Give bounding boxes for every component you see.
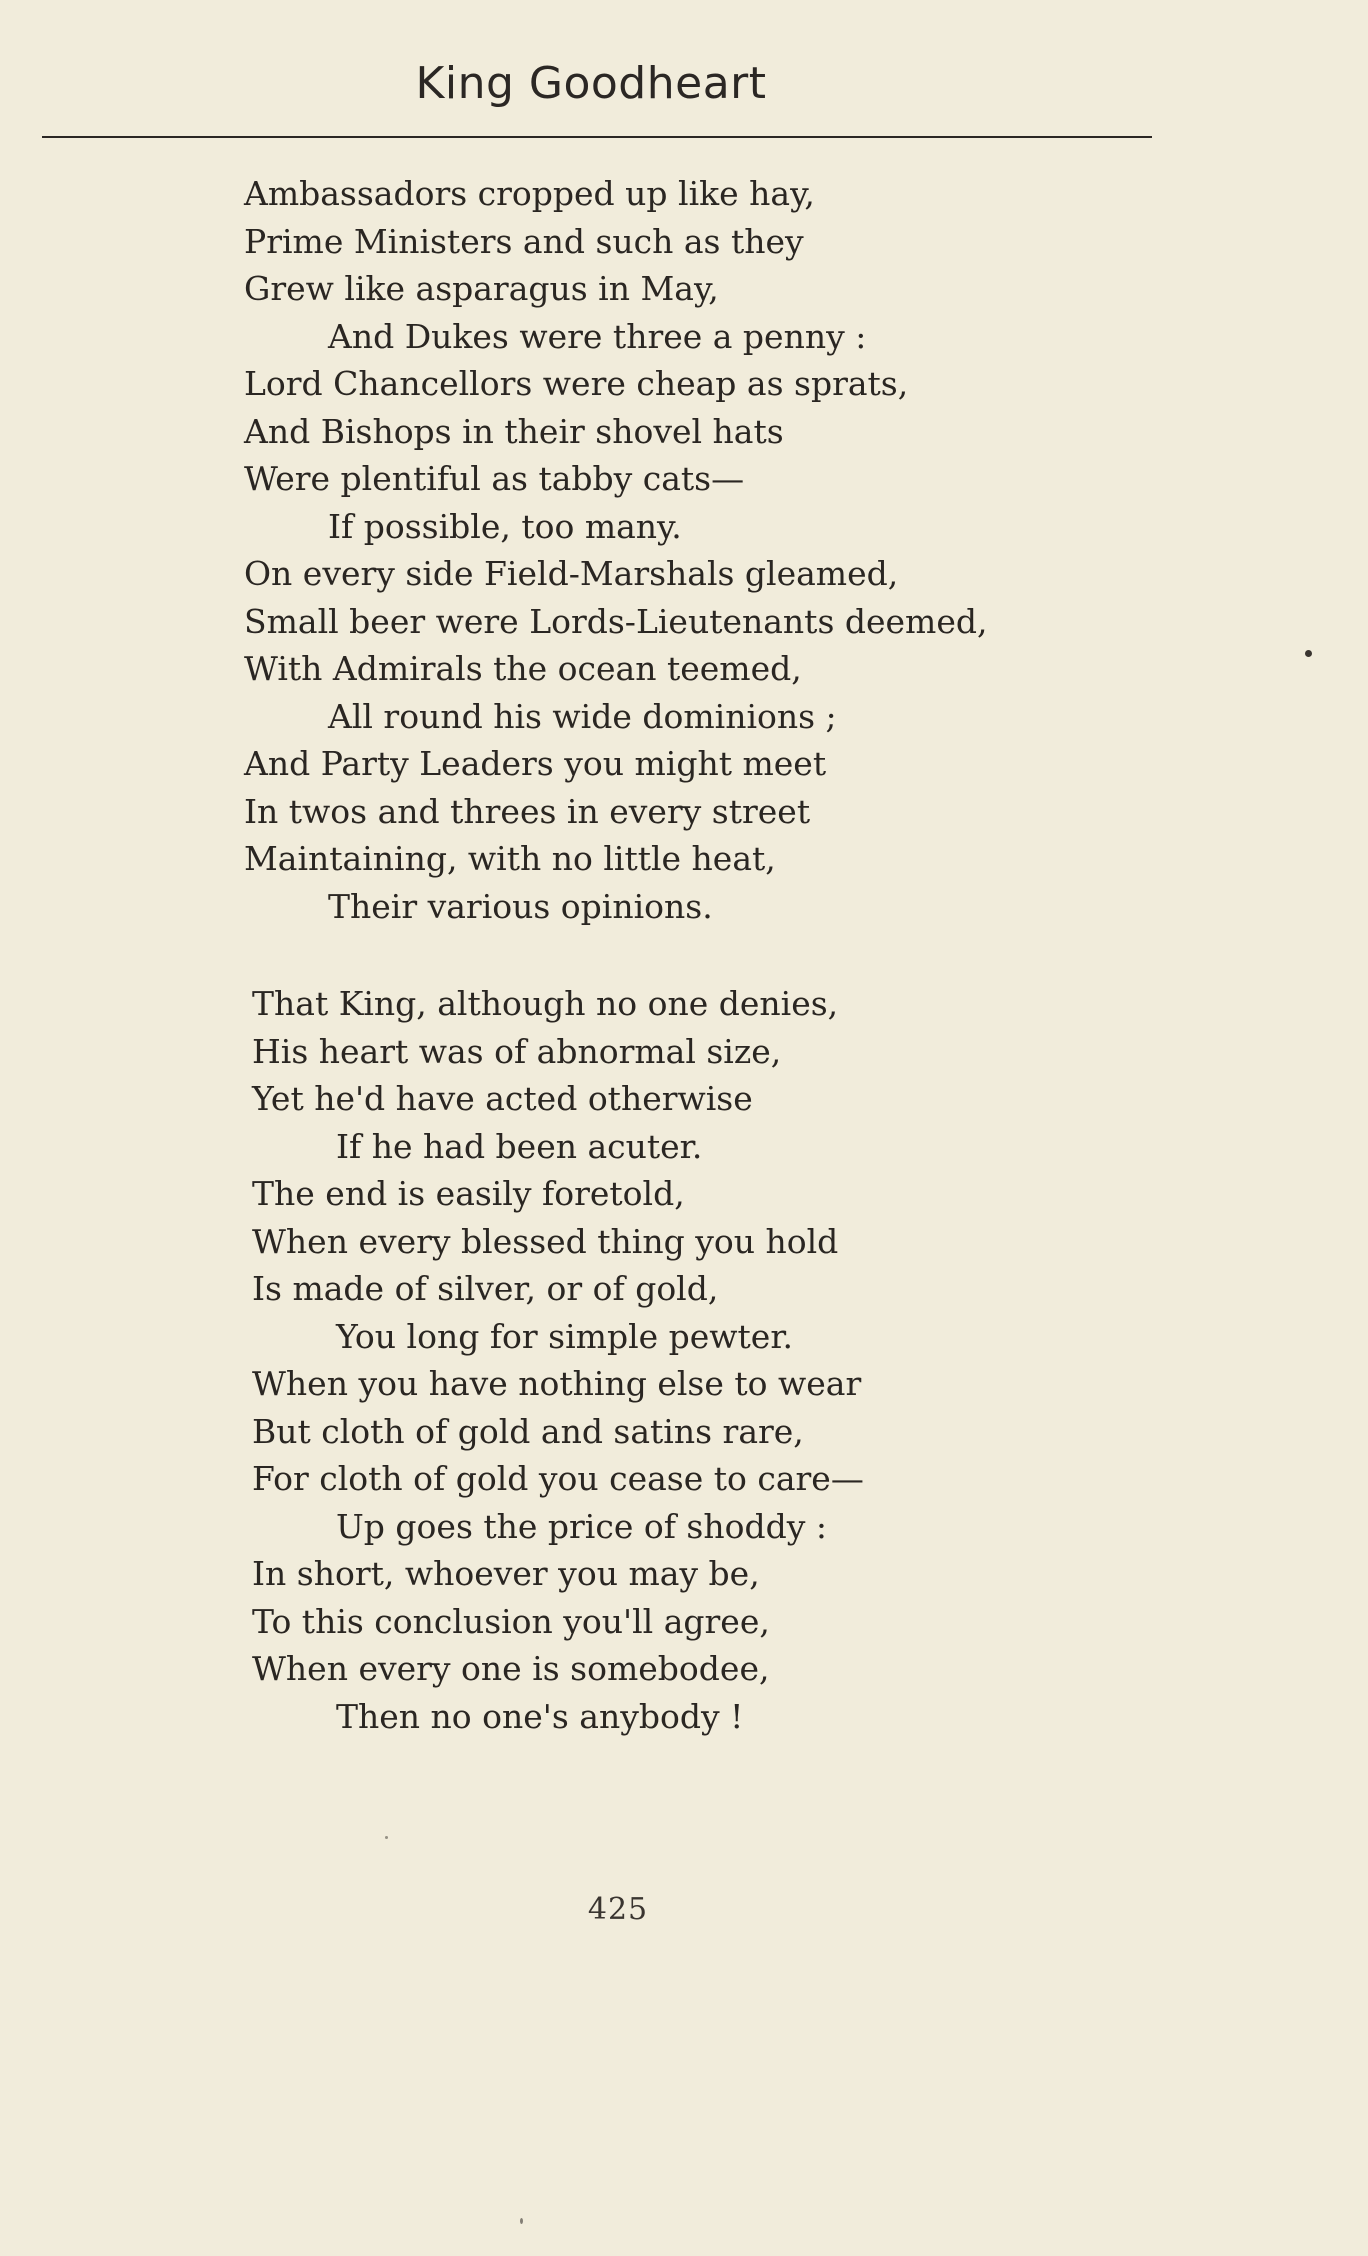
- poem-line: When you have nothing else to wear: [252, 1364, 862, 1403]
- paper-speck: [520, 2218, 523, 2224]
- poem-line: In twos and threes in every street: [244, 791, 811, 831]
- poem-line: When every one is somebodee,: [252, 1649, 770, 1688]
- poem-line: Ambassadors cropped up like hay,: [244, 174, 815, 213]
- poem-line: Then no one's anybody !: [336, 1696, 744, 1736]
- running-title: King Goodheart: [415, 58, 767, 109]
- stanza-1: [244, 170, 987, 930]
- poem-line: His heart was of abnormal size,: [252, 1031, 782, 1071]
- poem-line: Prime Ministers and such as they: [244, 221, 804, 261]
- poem-line: But cloth of gold and satins rare,: [252, 1411, 804, 1451]
- paper-speck: [1305, 650, 1312, 657]
- poem-line: For cloth of gold you cease to care—: [252, 1459, 864, 1498]
- poem-line: Grew like asparagus in May,: [244, 269, 719, 308]
- poem-line: And Bishops in their shovel hats: [244, 411, 784, 451]
- poem-line: In short, whoever you may be,: [252, 1554, 760, 1593]
- poem-line: Is made of silver, or of gold,: [252, 1269, 719, 1308]
- poem-line: The end is easily foretold,: [252, 1174, 685, 1213]
- poem-line: Yet he'd have acted otherwise: [252, 1079, 753, 1118]
- poem-line: On every side Field-Marshals gleamed,: [244, 554, 899, 593]
- poem-line: With Admirals the ocean teemed,: [244, 649, 802, 688]
- header-rule: [42, 136, 1152, 138]
- poem-line: Up goes the price of shoddy :: [336, 1506, 827, 1546]
- poem-line: That King, although no one denies,: [252, 984, 839, 1023]
- paper-speck: [385, 1836, 388, 1839]
- poem-line: And Party Leaders you might meet: [244, 744, 827, 783]
- poem-line: Their various opinions.: [328, 886, 713, 926]
- poem-line: If he had been acuter.: [336, 1126, 703, 1166]
- stanza-2: [252, 980, 864, 1740]
- poem-line: And Dukes were three a penny :: [328, 316, 867, 356]
- poem-line: Small beer were Lords-Lieutenants deemed,: [244, 601, 988, 641]
- poem-line: When every blessed thing you hold: [252, 1221, 839, 1261]
- poem-line: You long for simple pewter.: [336, 1316, 793, 1356]
- poem-line: Lord Chancellors were cheap as sprats,: [244, 364, 909, 403]
- poem-line: All round his wide dominions ;: [328, 696, 837, 736]
- poem-line: Maintaining, with no little heat,: [244, 839, 776, 878]
- page-number: 425: [587, 1892, 649, 1927]
- poem-line: If possible, too many.: [328, 506, 682, 546]
- poem-line: To this conclusion you'll agree,: [252, 1601, 770, 1641]
- poem-line: Were plentiful as tabby cats—: [244, 459, 745, 498]
